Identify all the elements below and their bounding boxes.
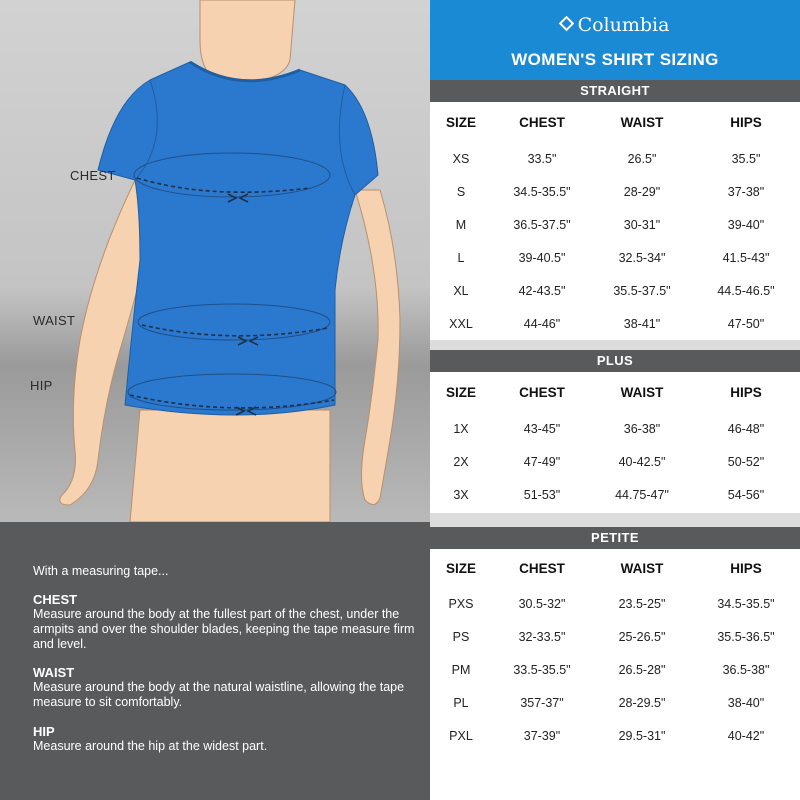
hips-cell: 50-52" [727, 454, 765, 469]
section-divider [430, 513, 800, 527]
chest-cell: 36.5-37.5" [513, 217, 571, 232]
measurement-illustration [0, 0, 430, 522]
table-header-row [430, 549, 800, 587]
chest-cell: 34.5-35.5" [513, 184, 571, 199]
size-cell: PXL [449, 728, 473, 743]
hips-cell: 35.5" [731, 151, 761, 166]
section-header-petite: PETITE [430, 527, 800, 549]
table-row [430, 208, 800, 241]
table-plus [430, 372, 800, 511]
table-row [430, 620, 800, 653]
table-row [430, 241, 800, 274]
column-header: HIPS [730, 384, 762, 400]
measuring-instructions [0, 522, 430, 800]
chest-cell: 44-46" [523, 316, 561, 331]
instruction-text: Measure around the body at the fullest part of the chest, under the armpits and over the shoulder blades, keeping the tape measure firm and level. [33, 607, 415, 651]
chest-cell: 37-39" [523, 728, 561, 743]
hips-cell: 54-56" [727, 487, 765, 502]
instruction-chest [33, 592, 418, 652]
hip-label: HIP [30, 378, 53, 393]
waist-cell: 25-26.5" [618, 629, 666, 644]
waist-cell: 28-29.5" [618, 695, 666, 710]
size-cell: 1X [453, 421, 469, 436]
waist-cell: 36-38" [623, 421, 661, 436]
waist-cell: 26.5" [627, 151, 657, 166]
waist-cell: 23.5-25" [618, 596, 666, 611]
brand-logo-text: Columbia [577, 14, 670, 36]
hips-cell: 35.5-36.5" [717, 629, 775, 644]
hips-cell: 40-42" [727, 728, 765, 743]
waist-cell: 32.5-34" [618, 250, 666, 265]
hips-cell: 38-40" [727, 695, 765, 710]
column-header: SIZE [445, 114, 476, 130]
size-cell: PL [453, 695, 469, 710]
waist-cell: 40-42.5" [618, 454, 666, 469]
diamond-logo-icon [558, 16, 574, 32]
size-cell: XL [453, 283, 469, 298]
instruction-heading: HIP [33, 724, 55, 739]
column-header: SIZE [445, 384, 476, 400]
hips-cell: 34.5-35.5" [717, 596, 775, 611]
instruction-heading: CHEST [33, 592, 78, 607]
chart-title: WOMEN'S SHIRT SIZING [511, 50, 719, 69]
chest-cell: 42-43.5" [518, 283, 566, 298]
instruction-heading: WAIST [33, 665, 75, 680]
instruction-text: Measure around the body at the natural waistline, allowing the tape measure to sit comfortably. [33, 680, 405, 709]
chest-cell: 33.5" [527, 151, 557, 166]
instruction-hip [33, 724, 418, 754]
table-row [430, 175, 800, 208]
column-header: HIPS [730, 114, 762, 130]
column-header: HIPS [730, 560, 762, 576]
column-header: CHEST [519, 384, 565, 400]
table-row [430, 653, 800, 686]
size-cell: S [456, 184, 466, 199]
hips-cell: 47-50" [727, 316, 765, 331]
table-row [430, 478, 800, 511]
table-row [430, 587, 800, 620]
size-cell: 2X [453, 454, 469, 469]
waist-cell: 26.5-28" [618, 662, 666, 677]
waist-cell: 35.5-37.5" [613, 283, 671, 298]
table-row [430, 274, 800, 307]
hips-cell: 39-40" [727, 217, 765, 232]
column-header: CHEST [519, 560, 565, 576]
size-cell: M [455, 217, 467, 232]
table-header-row [430, 372, 800, 412]
section-header-straight: STRAIGHT [430, 80, 800, 102]
waist-cell: 29.5-31" [618, 728, 666, 743]
chest-cell: 43-45" [523, 421, 561, 436]
section-header-plus: PLUS [430, 350, 800, 372]
chest-cell: 47-49" [523, 454, 561, 469]
brand-logo [430, 14, 800, 36]
instructions-intro: With a measuring tape... [33, 564, 169, 578]
chest-cell: 32-33.5" [518, 629, 566, 644]
size-cell: XS [452, 151, 470, 166]
column-header: SIZE [445, 560, 476, 576]
size-cell: PS [452, 629, 470, 644]
size-cell: PXS [448, 596, 474, 611]
waist-cell: 30-31" [623, 217, 661, 232]
table-header-row [430, 102, 800, 142]
size-cell: L [457, 250, 465, 265]
table-petite [430, 549, 800, 752]
size-cell: 3X [453, 487, 469, 502]
size-chart [430, 0, 800, 800]
chest-cell: 39-40.5" [518, 250, 566, 265]
hips-cell: 36.5-38" [722, 662, 770, 677]
column-header: WAIST [620, 384, 664, 400]
table-row [430, 719, 800, 752]
chest-cell: 51-53" [523, 487, 561, 502]
hips-cell: 44.5-46.5" [717, 283, 775, 298]
waist-cell: 44.75-47" [615, 487, 669, 502]
chest-cell: 33.5-35.5" [513, 662, 571, 677]
table-row [430, 686, 800, 719]
column-header: WAIST [620, 560, 664, 576]
chest-cell: 357-37" [520, 695, 564, 710]
waist-cell: 28-29" [623, 184, 661, 199]
body-figure-image [0, 0, 430, 522]
table-straight [430, 102, 800, 340]
size-cell: PM [451, 662, 471, 677]
table-row [430, 142, 800, 175]
brand-header [430, 0, 800, 80]
shirt-shape [98, 62, 378, 415]
hips-cell: 46-48" [727, 421, 765, 436]
hips-cell: 37-38" [727, 184, 765, 199]
waist-cell: 38-41" [623, 316, 661, 331]
section-divider [430, 340, 800, 350]
table-row [430, 445, 800, 478]
size-cell: XXL [449, 316, 473, 331]
instruction-waist [33, 665, 418, 710]
table-row [430, 307, 800, 340]
table-row [430, 412, 800, 445]
chest-cell: 30.5-32" [518, 596, 566, 611]
column-header: CHEST [519, 114, 565, 130]
instruction-text: Measure around the hip at the widest part. [33, 739, 268, 753]
column-header: WAIST [620, 114, 664, 130]
waist-label: WAIST [33, 313, 76, 328]
hips-cell: 41.5-43" [722, 250, 770, 265]
chest-label: CHEST [70, 168, 116, 183]
